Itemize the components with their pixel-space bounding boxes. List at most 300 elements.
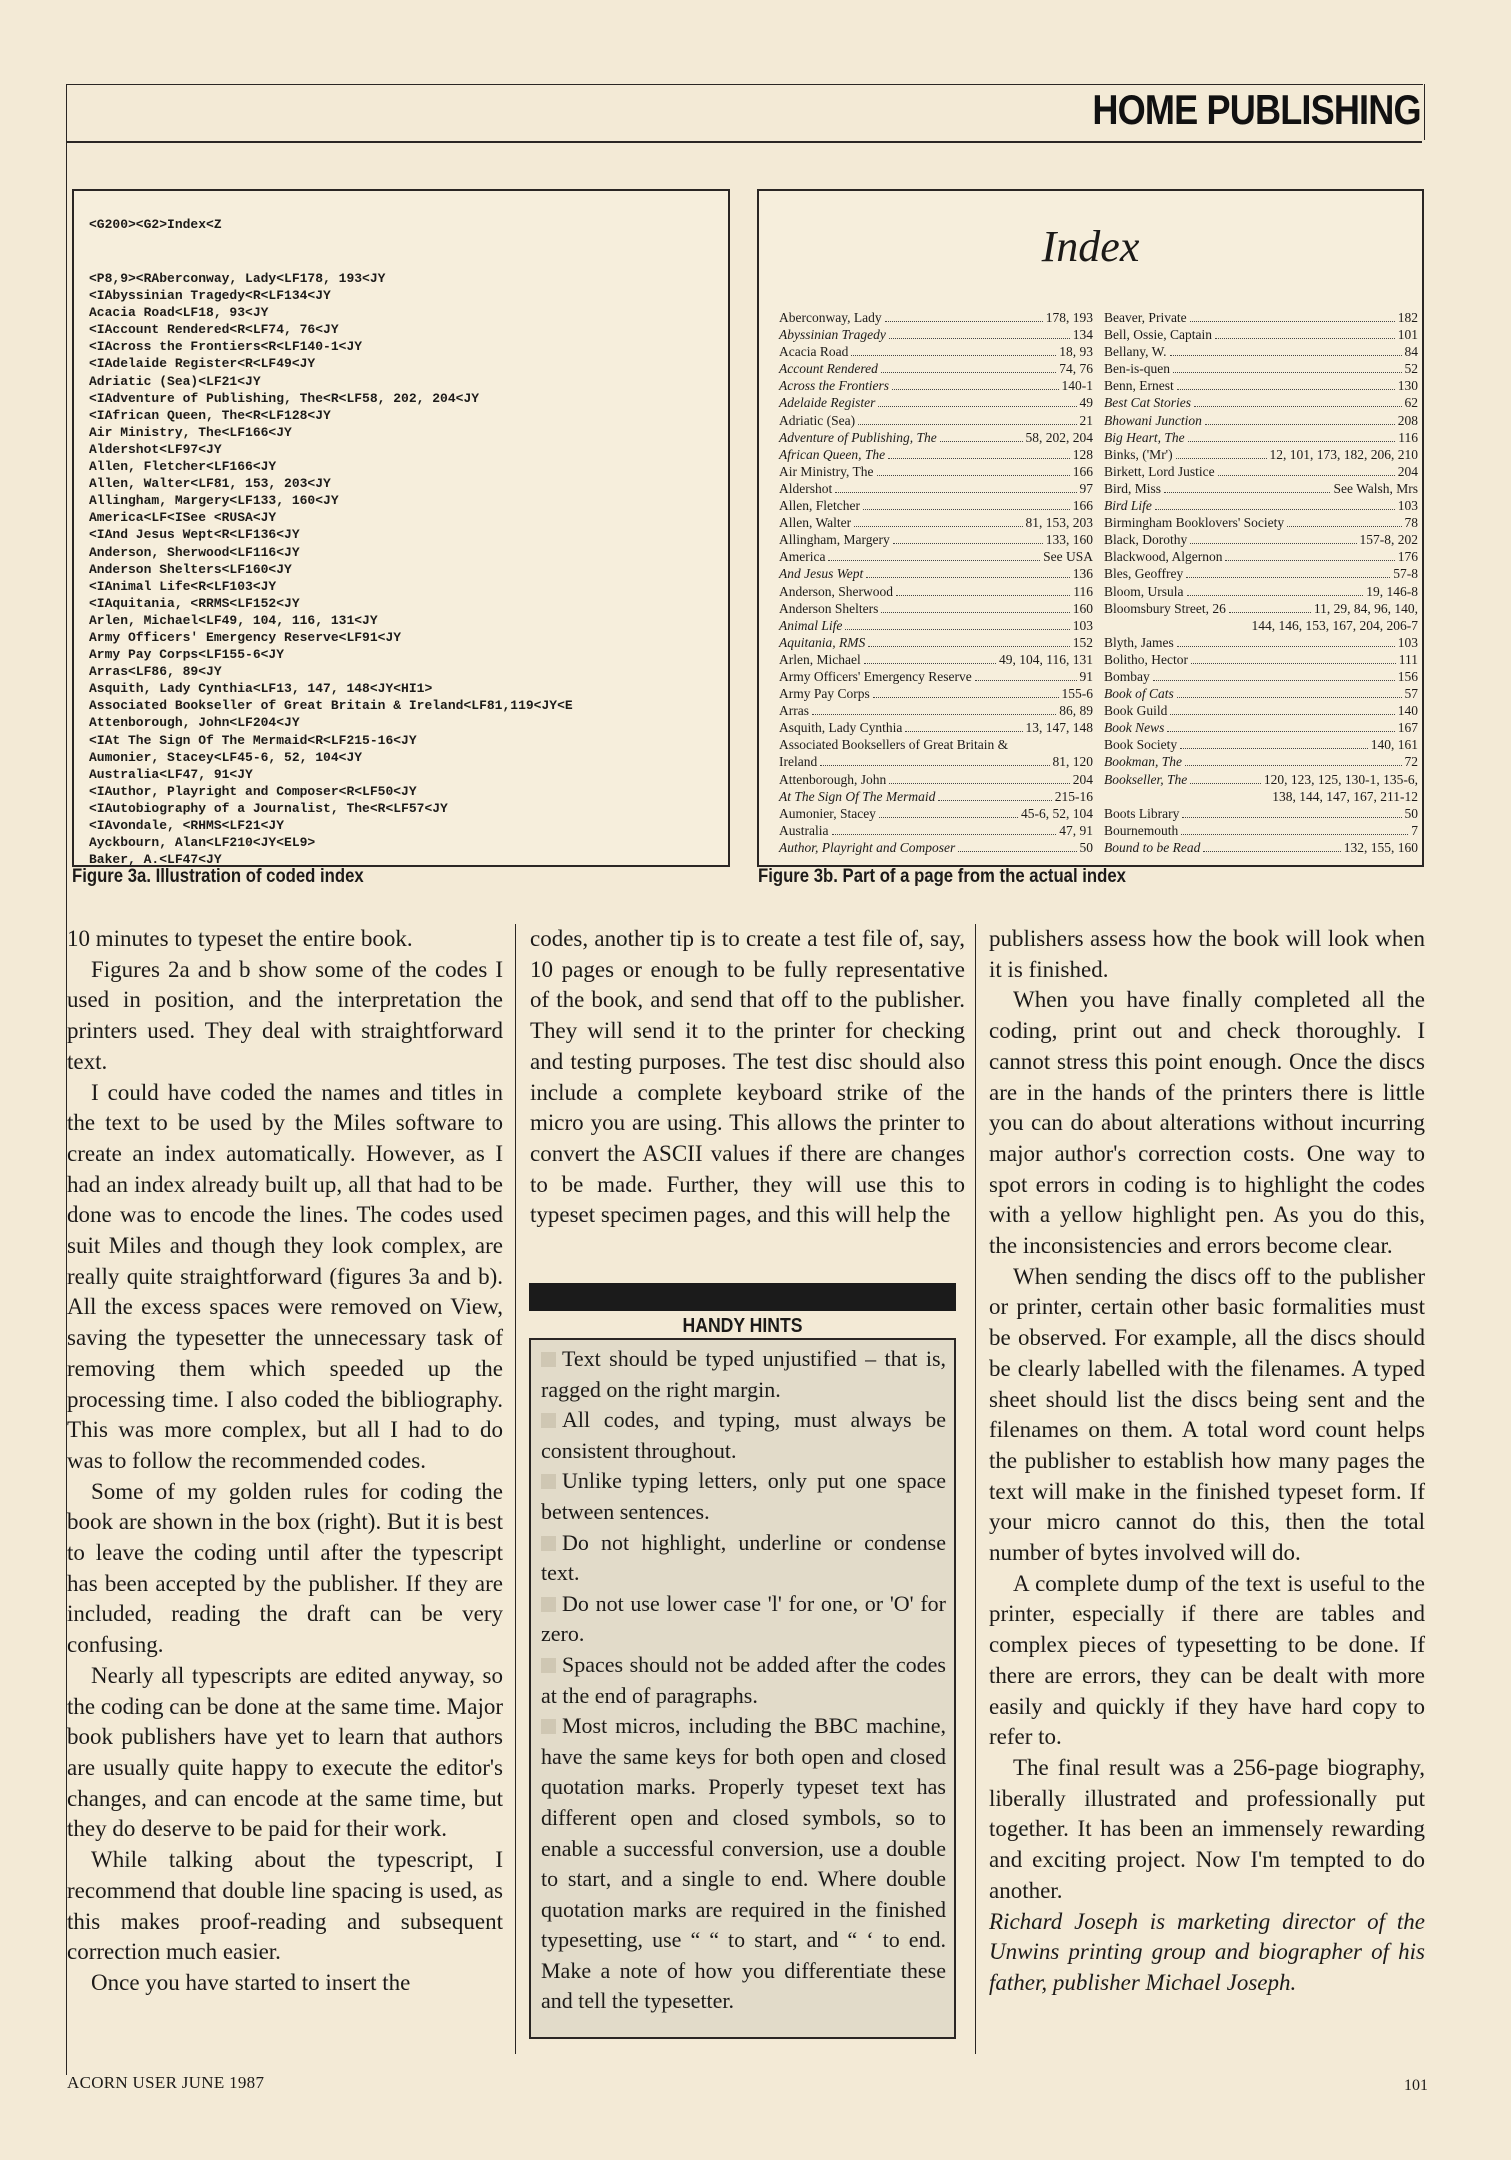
code-line: Asquith, Lady Cynthia<LF13, 147, 148<JY<HI1> bbox=[89, 681, 433, 697]
index-pages: 204 bbox=[1072, 771, 1093, 787]
article-paragraph: I could have coded the names and titles in the text to be used by the Miles software to create an index automatically. However, as I had an index already built up, all that had to be done was to encode the lines. The codes used suit Miles and though they look complex, are really quite straightforward (figures 3a and b). All the excess spaces were removed on View, saving the typesetter the unnecessary task of removing them which speeded up the processing time. I also coded the bibliography. This was more complex, but all I had to do was to follow the recommended codes. bbox=[67, 1079, 503, 1473]
hint-text: Spaces should not be added after the codes at the end of paragraphs. bbox=[541, 1651, 946, 1708]
index-term: Across the Frontiers bbox=[779, 378, 889, 394]
index-pages: 81, 153, 203 bbox=[1025, 515, 1093, 531]
figure-3a-caption: Figure 3a. Illustration of coded index bbox=[72, 866, 364, 887]
index-pages: 21 bbox=[1079, 412, 1093, 428]
index-pages: See Walsh, Mrs bbox=[1333, 480, 1418, 496]
index-leader bbox=[885, 321, 1043, 322]
index-entry bbox=[779, 753, 1093, 770]
index-leader bbox=[1190, 783, 1261, 784]
code-line: Air Ministry, The<LF166<JY bbox=[89, 424, 292, 440]
index-term: Black, Dorothy bbox=[1104, 532, 1188, 548]
index-leader bbox=[858, 424, 1076, 425]
code-line: Acacia Road<LF18, 93<JY bbox=[89, 305, 269, 321]
magazine-footer: ACORN USER JUNE 1987 bbox=[67, 2073, 265, 2092]
index-pages: 156 bbox=[1397, 668, 1418, 684]
index-pages: 62 bbox=[1404, 395, 1418, 411]
index-pages: 204 bbox=[1397, 463, 1418, 479]
bullet-square-icon bbox=[541, 1352, 556, 1367]
code-line: Adriatic (Sea)<LF21<JY bbox=[89, 373, 261, 389]
index-pages: 178, 193 bbox=[1045, 310, 1093, 325]
index-entry bbox=[779, 685, 1093, 702]
article-paragraph: When you have finally completed all the coding, print out and check thoroughly. I cannot stress this point enough. Once the discs are in the hands of the printers there is little you can do about alterations without incurring major author's correction costs. One way to spot errors in coding is to highlight the codes with a yellow highlight pen. As you do this, the inconsistencies and errors become clear. bbox=[989, 987, 1425, 1259]
index-entry bbox=[1104, 326, 1418, 343]
header-divider bbox=[1424, 84, 1425, 140]
index-pages: 155-6 bbox=[1061, 686, 1093, 702]
index-entry bbox=[779, 463, 1093, 480]
index-entry bbox=[779, 651, 1093, 668]
index-leader bbox=[1170, 714, 1394, 715]
index-pages: 130 bbox=[1397, 378, 1418, 394]
index-pages: 176 bbox=[1397, 549, 1418, 565]
index-term: Bhowani Junction bbox=[1104, 412, 1202, 428]
index-pages: 128 bbox=[1072, 446, 1093, 462]
index-leader bbox=[1177, 389, 1395, 390]
index-entry bbox=[1104, 668, 1418, 685]
code-line: Anderson, Sherwood<LF116<JY bbox=[89, 544, 300, 560]
index-leader bbox=[1155, 509, 1395, 510]
figure-3b-actual-index bbox=[757, 189, 1424, 867]
index-term: Book Guild bbox=[1104, 703, 1168, 719]
index-entry bbox=[779, 326, 1093, 343]
index-term: Anderson, Sherwood bbox=[779, 583, 893, 599]
index-pages: 57-8 bbox=[1393, 566, 1418, 582]
index-leader bbox=[832, 834, 1057, 835]
figure-3b-caption: Figure 3b. Part of a page from the actual index bbox=[758, 866, 1126, 887]
index-entry bbox=[1104, 805, 1418, 822]
index-term: America bbox=[779, 549, 826, 565]
index-entry bbox=[1104, 651, 1418, 668]
index-pages: 12, 101, 173, 182, 206, 210 bbox=[1269, 446, 1418, 462]
bullet-square-icon bbox=[541, 1719, 556, 1734]
index-term: Book News bbox=[1104, 720, 1165, 736]
hint-item bbox=[541, 1344, 946, 1405]
index-title: Index bbox=[1041, 222, 1140, 271]
index-pages: 134 bbox=[1072, 327, 1093, 343]
index-entry bbox=[779, 822, 1093, 839]
index-term: Associated Booksellers of Great Britain & bbox=[779, 737, 1009, 753]
index-term: Birkett, Lord Justice bbox=[1104, 463, 1215, 479]
index-term: Acacia Road bbox=[779, 344, 849, 360]
index-leader bbox=[892, 389, 1059, 390]
code-line: <IAdelaide Register<R<LF49<JY bbox=[89, 356, 316, 372]
index-pages: 81, 120 bbox=[1052, 754, 1093, 770]
index-pages: 72 bbox=[1404, 754, 1418, 770]
index-term: Bournemouth bbox=[1104, 822, 1179, 838]
index-entry bbox=[779, 736, 1093, 753]
code-line: <IAnd Jesus Wept<R<LF136<JY bbox=[89, 527, 300, 543]
code-line: <IAdventure of Publishing, The<R<LF58, 202, 204<JY bbox=[89, 390, 480, 406]
index-term: Aumonier, Stacey bbox=[779, 805, 876, 821]
index-pages: 101 bbox=[1397, 327, 1418, 343]
index-term: Adriatic (Sea) bbox=[779, 412, 856, 428]
index-term: Anderson Shelters bbox=[779, 600, 879, 616]
index-leader bbox=[881, 372, 1056, 373]
index-term: Bombay bbox=[1104, 668, 1150, 684]
index-pages: 84 bbox=[1404, 344, 1418, 360]
article-paragraph: Nearly all typescripts are edited anyway, so the coding can be done at the same time. Major book publishers have yet to learn that authors are usually quite happy to execute the editor's changes, and can encode at the same time, but they do deserve to be paid for their work. bbox=[67, 1662, 503, 1842]
index-leader bbox=[1191, 663, 1396, 664]
index-term: Animal Life bbox=[779, 617, 843, 633]
index-entry bbox=[1104, 480, 1418, 497]
index-pages: 103 bbox=[1072, 617, 1093, 633]
article-paragraph: Once you have started to insert the bbox=[91, 1969, 411, 1995]
hints-list bbox=[529, 1338, 956, 2039]
index-term: Arlen, Michael bbox=[779, 651, 861, 667]
index-entry bbox=[779, 600, 1093, 617]
index-entry bbox=[1104, 412, 1418, 429]
index-entry bbox=[779, 360, 1093, 377]
index-leader bbox=[845, 629, 1069, 630]
index-entry bbox=[1104, 531, 1418, 548]
index-entry bbox=[1104, 771, 1418, 788]
index-term: Best Cat Stories bbox=[1104, 395, 1191, 411]
article-paragraph: Some of my golden rules for coding the book are shown in the box (right). But it is best to leave the coding until after the typescript has been accepted by the publisher. If they are included, reading the draft can be very confusing. bbox=[67, 1478, 503, 1658]
index-pages: 167 bbox=[1397, 720, 1418, 736]
code-index-lines bbox=[89, 270, 573, 867]
index-leader bbox=[866, 577, 1070, 578]
code-line: <P8,9><RAberconway, Lady<LF178, 193<JY bbox=[89, 271, 386, 286]
code-line: Associated Bookseller of Great Britain & Ireland<LF81,119<JY<E bbox=[89, 698, 573, 714]
index-pages: 103 bbox=[1397, 634, 1418, 650]
bullet-square-icon bbox=[541, 1658, 556, 1673]
code-line: <IAt The Sign Of The Mermaid<R<LF215-16<JY bbox=[89, 732, 417, 748]
index-term: Allen, Walter bbox=[779, 515, 852, 531]
index-entry bbox=[1104, 685, 1418, 702]
article-paragraph: 10 minutes to typeset the entire book. bbox=[67, 926, 413, 951]
code-line: Attenborough, John<LF204<JY bbox=[89, 715, 300, 731]
index-pages: 47, 91 bbox=[1059, 822, 1093, 838]
index-leader bbox=[1190, 321, 1395, 322]
index-leader bbox=[820, 765, 1049, 766]
code-line: Allingham, Margery<LF133, 160<JY bbox=[89, 493, 339, 509]
index-leader bbox=[1188, 441, 1396, 442]
index-leader bbox=[1287, 526, 1401, 527]
index-term: Abyssinian Tragedy bbox=[779, 327, 886, 343]
index-leader bbox=[893, 543, 1043, 544]
bullet-square-icon bbox=[541, 1413, 556, 1428]
index-leader bbox=[1181, 834, 1408, 835]
index-leader bbox=[1167, 731, 1394, 732]
index-term: Bellany, W. bbox=[1104, 344, 1167, 360]
index-entry bbox=[779, 497, 1093, 514]
code-line: <IAutobiography of a Journalist, The<R<LF57<JY bbox=[89, 800, 448, 816]
article-paragraph: Figures 2a and b show some of the codes I used in position, and the interpretation the printers used. They deal with straightforward text. bbox=[67, 956, 503, 1074]
code-line: Australia<LF47, 91<JY bbox=[89, 766, 253, 782]
index-term: At The Sign Of The Mermaid bbox=[779, 788, 936, 804]
index-entry bbox=[779, 771, 1093, 788]
index-leader bbox=[958, 851, 1076, 852]
index-term: Book Society bbox=[1104, 737, 1178, 753]
hint-text: Text should be typed unjustified – that is, ragged on the right margin. bbox=[541, 1346, 946, 1402]
index-pages: 13, 147, 148 bbox=[1025, 720, 1093, 736]
index-term: Book of Cats bbox=[1104, 686, 1174, 702]
article-column-2 bbox=[530, 924, 965, 1231]
index-pages: 50 bbox=[1079, 839, 1093, 855]
index-leader bbox=[940, 441, 1023, 442]
index-term: Army Pay Corps bbox=[779, 686, 870, 702]
index-pages: 140 bbox=[1397, 703, 1418, 719]
header-rule bbox=[66, 141, 1422, 143]
code-line: Allen, Fletcher<LF166<JY bbox=[89, 459, 277, 475]
page-number: 101 bbox=[1404, 2077, 1428, 2094]
index-term: Bookseller, The bbox=[1104, 771, 1188, 787]
index-leader bbox=[975, 680, 1077, 681]
index-entry bbox=[779, 583, 1093, 600]
index-term: Adelaide Register bbox=[779, 395, 876, 411]
code-line: <IAvondale, <RHMS<LF21<JY bbox=[89, 818, 285, 833]
index-leader bbox=[1205, 424, 1395, 425]
index-leader bbox=[1182, 817, 1401, 818]
index-pages: 11, 29, 84, 96, 140, bbox=[1313, 600, 1418, 616]
hint-item bbox=[541, 1589, 946, 1650]
index-leader bbox=[1180, 748, 1368, 749]
index-entry-continuation: 138, 144, 147, 167, 211-12 bbox=[1272, 788, 1418, 804]
code-line: <IAcross the Frontiers<R<LF140-1<JY bbox=[89, 339, 363, 355]
index-leader bbox=[1177, 697, 1402, 698]
index-term: Boots Library bbox=[1104, 805, 1180, 821]
index-term: Aldershot bbox=[779, 480, 833, 496]
article-column-3 bbox=[989, 924, 1425, 1999]
hint-item bbox=[541, 1650, 946, 1711]
index-entry bbox=[1104, 309, 1418, 326]
index-entry bbox=[1104, 702, 1418, 719]
index-entry bbox=[1104, 548, 1418, 565]
index-term: Australia bbox=[779, 822, 829, 838]
figure-3a-coded-index bbox=[72, 189, 730, 867]
index-entry bbox=[1104, 377, 1418, 394]
code-line: Army Pay Corps<LF155-6<JY bbox=[89, 647, 285, 663]
index-term: Bird, Miss bbox=[1104, 480, 1162, 496]
index-pages: 208 bbox=[1397, 412, 1418, 428]
code-line: Allen, Walter<LF81, 153, 203<JY bbox=[89, 476, 331, 492]
index-leader bbox=[835, 492, 1076, 493]
code-line: Ayckbourn, Alan<LF210<JY<EL9> bbox=[89, 835, 316, 851]
index-pages: 45-6, 52, 104 bbox=[1021, 805, 1093, 821]
index-pages: 182 bbox=[1397, 310, 1418, 325]
index-term: Ben-is-quen bbox=[1104, 361, 1170, 377]
index-term: Attenborough, John bbox=[779, 771, 887, 787]
index-leader bbox=[1203, 851, 1340, 852]
index-entry-continuation: 144, 146, 153, 167, 204, 206-7 bbox=[1251, 617, 1418, 633]
index-entry bbox=[1104, 583, 1418, 600]
hint-text: Most micros, including the BBC machine, have the same keys for both open and closed quotation marks. Properly typeset text has different open and closed symbols, so to enable a successful conversion, use a double to start, and a single to end. Where double quotation marks are required in the finished typesetting, use “ “ to start, and “ ‘ to end. Make a note of how you differentiate these and tell the typesetter. bbox=[541, 1713, 946, 2014]
index-pages: 58, 202, 204 bbox=[1025, 429, 1093, 445]
index-leader bbox=[812, 714, 1056, 715]
index-pages: 18, 93 bbox=[1059, 344, 1093, 360]
index-term: Birmingham Booklovers' Society bbox=[1104, 515, 1285, 531]
index-entry bbox=[779, 805, 1093, 822]
index-pages: 50 bbox=[1404, 805, 1418, 821]
index-leader bbox=[1190, 543, 1356, 544]
hint-item bbox=[541, 1466, 946, 1527]
index-entry bbox=[779, 514, 1093, 531]
index-term: Blackwood, Algernon bbox=[1104, 549, 1223, 565]
index-term: Blyth, James bbox=[1104, 634, 1174, 650]
index-term: Account Rendered bbox=[779, 361, 878, 377]
index-leader bbox=[1173, 372, 1402, 373]
index-leader bbox=[1218, 475, 1395, 476]
index-entry bbox=[1104, 634, 1418, 651]
code-line: Army Officers' Emergency Reserve<LF91<JY bbox=[89, 629, 402, 645]
index-entry bbox=[1104, 514, 1418, 531]
index-term: Ireland bbox=[779, 754, 818, 770]
index-entry bbox=[1104, 497, 1418, 514]
index-pages: 166 bbox=[1072, 463, 1093, 479]
index-entry bbox=[779, 309, 1093, 326]
index-leader bbox=[868, 646, 1070, 647]
section-title: HOME PUBLISHING bbox=[1092, 86, 1421, 133]
index-pages: 49 bbox=[1079, 395, 1093, 411]
index-term: Air Ministry, The bbox=[779, 463, 874, 479]
index-pages: 97 bbox=[1079, 480, 1093, 496]
index-pages: 152 bbox=[1072, 634, 1093, 650]
code-line: <IAfrican Queen, The<R<LF128<JY bbox=[89, 407, 331, 423]
article-paragraph: While talking about the typescript, I recommend that double line spacing is used, as this makes proof-reading and subsequent correction much easier. bbox=[67, 1847, 503, 1965]
index-leader bbox=[1164, 492, 1330, 493]
handy-hints-box bbox=[529, 1283, 956, 2039]
index-pages: 116 bbox=[1073, 583, 1093, 599]
hint-item bbox=[541, 1711, 946, 2017]
bullet-square-icon bbox=[541, 1536, 556, 1551]
index-leader bbox=[881, 612, 1069, 613]
bullet-square-icon bbox=[541, 1597, 556, 1612]
index-term: Bell, Ossie, Captain bbox=[1104, 327, 1212, 343]
code-line: <IAuthor, Playright and Composer<R<LF50<JY bbox=[89, 783, 417, 799]
index-term: Bound to be Read bbox=[1104, 839, 1201, 855]
index-entry bbox=[1104, 753, 1418, 770]
index-leader bbox=[1187, 595, 1364, 596]
index-pages: 91 bbox=[1079, 668, 1093, 684]
index-leader bbox=[851, 355, 1056, 356]
index-term: Bloomsbury Street, 26 bbox=[1104, 600, 1226, 616]
index-term: Benn, Ernest bbox=[1104, 378, 1174, 394]
code-line: <IAnimal Life<R<LF103<JY bbox=[89, 578, 277, 594]
index-left-column bbox=[779, 309, 1093, 856]
index-leader bbox=[888, 458, 1070, 459]
index-term: Bloom, Ursula bbox=[1104, 583, 1184, 599]
index-term: Beaver, Private bbox=[1104, 310, 1187, 325]
hint-text: All codes, and typing, must always be consistent throughout. bbox=[541, 1407, 946, 1463]
code-line: Arlen, Michael<LF49, 104, 116, 131<JY bbox=[89, 612, 378, 628]
index-entry bbox=[1104, 343, 1418, 360]
article-column-1 bbox=[67, 924, 503, 1999]
index-pages: 78 bbox=[1404, 515, 1418, 531]
index-entry bbox=[1104, 463, 1418, 480]
hint-text: Unlike typing letters, only put one space between sentences. bbox=[541, 1468, 946, 1524]
index-leader bbox=[1177, 646, 1395, 647]
index-entry bbox=[779, 377, 1093, 394]
index-entry bbox=[1104, 600, 1418, 617]
hints-header-bar bbox=[529, 1283, 956, 1311]
index-pages: 136 bbox=[1072, 566, 1093, 582]
article-paragraph: publishers assess how the book will look when it is finished. bbox=[989, 926, 1425, 982]
index-term: Asquith, Lady Cynthia bbox=[779, 720, 903, 736]
index-leader bbox=[863, 509, 1070, 510]
index-pages: 140-1 bbox=[1061, 378, 1093, 394]
hints-title: HANDY HINTS bbox=[682, 1315, 803, 1337]
index-term: Allen, Fletcher bbox=[779, 498, 860, 514]
index-entry bbox=[1104, 429, 1418, 446]
index-entry bbox=[1104, 446, 1418, 463]
index-entry bbox=[1104, 822, 1418, 839]
hint-item bbox=[541, 1405, 946, 1466]
hint-text: Do not use lower case 'l' for one, or 'O' for zero. bbox=[541, 1590, 946, 1647]
index-leader bbox=[1194, 406, 1402, 407]
index-term: And Jesus Wept bbox=[779, 566, 864, 582]
index-entry bbox=[779, 839, 1093, 856]
index-pages: 120, 123, 125, 130-1, 135-6, bbox=[1263, 771, 1418, 787]
index-entry bbox=[779, 634, 1093, 651]
index-leader bbox=[1170, 355, 1402, 356]
index-term: Bles, Geoffrey bbox=[1104, 566, 1184, 582]
index-entry bbox=[1104, 360, 1418, 377]
code-line: <IAbyssinian Tragedy<R<LF134<JY bbox=[89, 288, 331, 304]
index-pages: 52 bbox=[1404, 361, 1418, 377]
index-term: Bird Life bbox=[1104, 498, 1152, 514]
index-pages: 157-8, 202 bbox=[1359, 532, 1418, 548]
article-paragraph: The final result was a 256-page biography, liberally illustrated and professionally put together. It has been an immensely rewarding and exciting project. Now I'm tempted to do another. bbox=[989, 1754, 1425, 1903]
index-pages: 74, 76 bbox=[1059, 361, 1093, 377]
index-pages: 215-16 bbox=[1054, 788, 1093, 804]
index-entry bbox=[779, 429, 1093, 446]
index-leader bbox=[889, 783, 1070, 784]
code-line: Aumonier, Stacey<LF45-6, 52, 104<JY bbox=[89, 749, 363, 765]
index-term: Allingham, Margery bbox=[779, 532, 890, 548]
index-entry bbox=[779, 480, 1093, 497]
index-term: Adventure of Publishing, The bbox=[779, 429, 937, 445]
index-entry bbox=[1104, 565, 1418, 582]
index-term: Bolitho, Hector bbox=[1104, 651, 1188, 667]
index-entry bbox=[779, 446, 1093, 463]
hint-item bbox=[541, 1528, 946, 1589]
index-pages: 103 bbox=[1397, 498, 1418, 514]
index-term: Binks, ('Mr') bbox=[1104, 446, 1173, 462]
author-byline: Richard Joseph is marketing director of the Unwins printing group and biographer of his father, publisher Michael Joseph. bbox=[989, 1908, 1425, 1995]
article-paragraph: codes, another tip is to create a test file of, say, 10 pages or enough to be fully representative of the book, and send that off to the publisher. They will send it to the printer for checking and testing purposes. The test disc should also include a complete keyboard strike of the micro you are using. This allows the printer to convert the ASCII values if there are changes to be made. Further, they will use this to typeset specimen pages, and this will help the bbox=[530, 926, 965, 1228]
index-entry bbox=[779, 343, 1093, 360]
index-pages: 111 bbox=[1398, 651, 1418, 667]
index-leader bbox=[1229, 612, 1311, 613]
index-pages: 86, 89 bbox=[1059, 703, 1093, 719]
index-pages: 132, 155, 160 bbox=[1343, 839, 1418, 855]
index-leader bbox=[905, 731, 1022, 732]
hint-text: Do not highlight, underline or condense text. bbox=[541, 1529, 946, 1586]
code-line: Anderson Shelters<LF160<JY bbox=[89, 561, 292, 577]
index-leader bbox=[1186, 577, 1390, 578]
index-leader bbox=[864, 663, 996, 664]
index-term: Bookman, The bbox=[1104, 754, 1182, 770]
index-pages: See USA bbox=[1043, 549, 1093, 565]
index-entry bbox=[1104, 719, 1418, 736]
index-leader bbox=[889, 338, 1070, 339]
index-leader bbox=[879, 817, 1018, 818]
index-term: Aquitania, RMS bbox=[779, 634, 866, 650]
index-pages: 160 bbox=[1072, 600, 1093, 616]
index-term: Arras bbox=[779, 703, 809, 719]
index-entry bbox=[779, 548, 1093, 565]
index-leader bbox=[1153, 680, 1395, 681]
code-index-title: <G200><G2>Index<Z bbox=[89, 217, 222, 232]
index-entry bbox=[779, 702, 1093, 719]
index-pages: 133, 160 bbox=[1045, 532, 1093, 548]
index-entry bbox=[779, 668, 1093, 685]
index-pages: 19, 146-8 bbox=[1366, 583, 1418, 599]
index-leader bbox=[877, 475, 1070, 476]
bullet-square-icon bbox=[541, 1474, 556, 1489]
index-entry bbox=[779, 394, 1093, 411]
